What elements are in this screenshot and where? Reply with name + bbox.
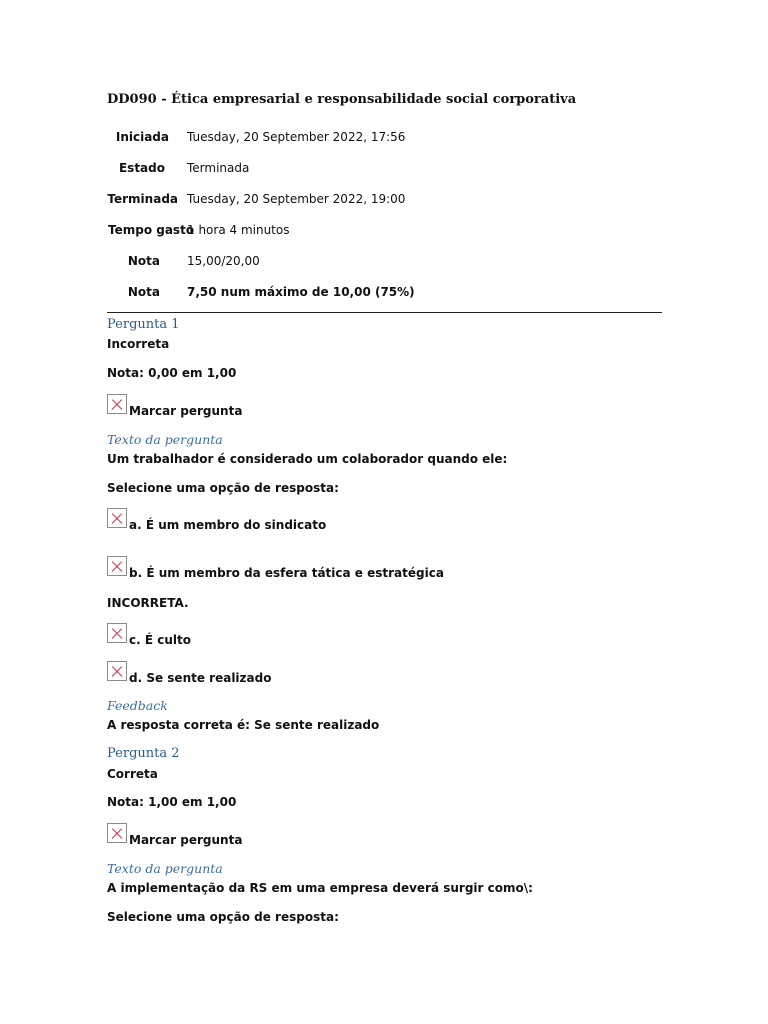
flag-question-link[interactable]: Marcar pergunta	[129, 404, 243, 418]
summary-value-marks: 15,00/20,00	[187, 254, 260, 268]
page-title: DD090 - Ética empresarial e responsabilidade social corporativa	[107, 92, 577, 107]
broken-image-x-icon	[107, 661, 127, 681]
divider	[107, 312, 662, 313]
question-1-text: Um trabalhador é considerado um colaborador quando ele:	[107, 452, 508, 466]
summary-value-state: Terminada	[187, 161, 250, 175]
summary-label-grade: Nota	[127, 285, 160, 299]
feedback-text: A resposta correta é: Se sente realizado	[107, 718, 380, 732]
broken-image-x-icon	[107, 823, 127, 843]
feedback-heading: Feedback	[107, 698, 168, 713]
summary-value-started: Tuesday, 20 September 2022, 17:56	[187, 130, 406, 144]
answer-option-b[interactable]: b. É um membro da esfera tática e estratégica	[129, 566, 444, 580]
question-2-heading: Pergunta 2	[107, 746, 180, 761]
broken-image-x-icon	[107, 623, 127, 643]
answer-option-a[interactable]: a. É um membro do sindicato	[129, 518, 327, 532]
summary-label-marks: Nota	[127, 254, 160, 268]
question-1-heading: Pergunta 1	[107, 317, 180, 332]
question-2-grade: Nota: 1,00 em 1,00	[107, 795, 237, 809]
answer-option-d[interactable]: d. Se sente realizado	[129, 671, 272, 685]
summary-label-finished: Terminada	[107, 192, 178, 206]
question-1-state: Incorreta	[107, 337, 170, 351]
question-1-prompt: Selecione uma opção de resposta:	[107, 481, 339, 495]
summary-label-time-spent: Tempo gasto	[108, 223, 195, 237]
answer-option-c[interactable]: c. É culto	[129, 633, 191, 647]
question-2-text-heading: Texto da pergunta	[107, 861, 223, 876]
broken-image-x-icon	[107, 394, 127, 414]
summary-value-grade: 7,50 num máximo de 10,00 (75%)	[187, 285, 415, 299]
broken-image-x-icon	[107, 508, 127, 528]
summary-label-started: Iniciada	[115, 130, 169, 144]
summary-label-state: Estado	[118, 161, 165, 175]
broken-image-x-icon	[107, 556, 127, 576]
question-2-prompt: Selecione uma opção de resposta:	[107, 910, 339, 924]
question-2-state: Correta	[107, 767, 158, 781]
summary-value-time-spent: 1 hora 4 minutos	[187, 223, 290, 237]
question-2-text: A implementação da RS em uma empresa deverá surgir como\:	[107, 881, 533, 895]
flag-question-link-2[interactable]: Marcar pergunta	[129, 833, 243, 847]
question-1-grade: Nota: 0,00 em 1,00	[107, 366, 237, 380]
summary-value-finished: Tuesday, 20 September 2022, 19:00	[187, 192, 406, 206]
incorrect-marker: INCORRETA.	[107, 596, 189, 610]
question-1-text-heading: Texto da pergunta	[107, 432, 223, 447]
